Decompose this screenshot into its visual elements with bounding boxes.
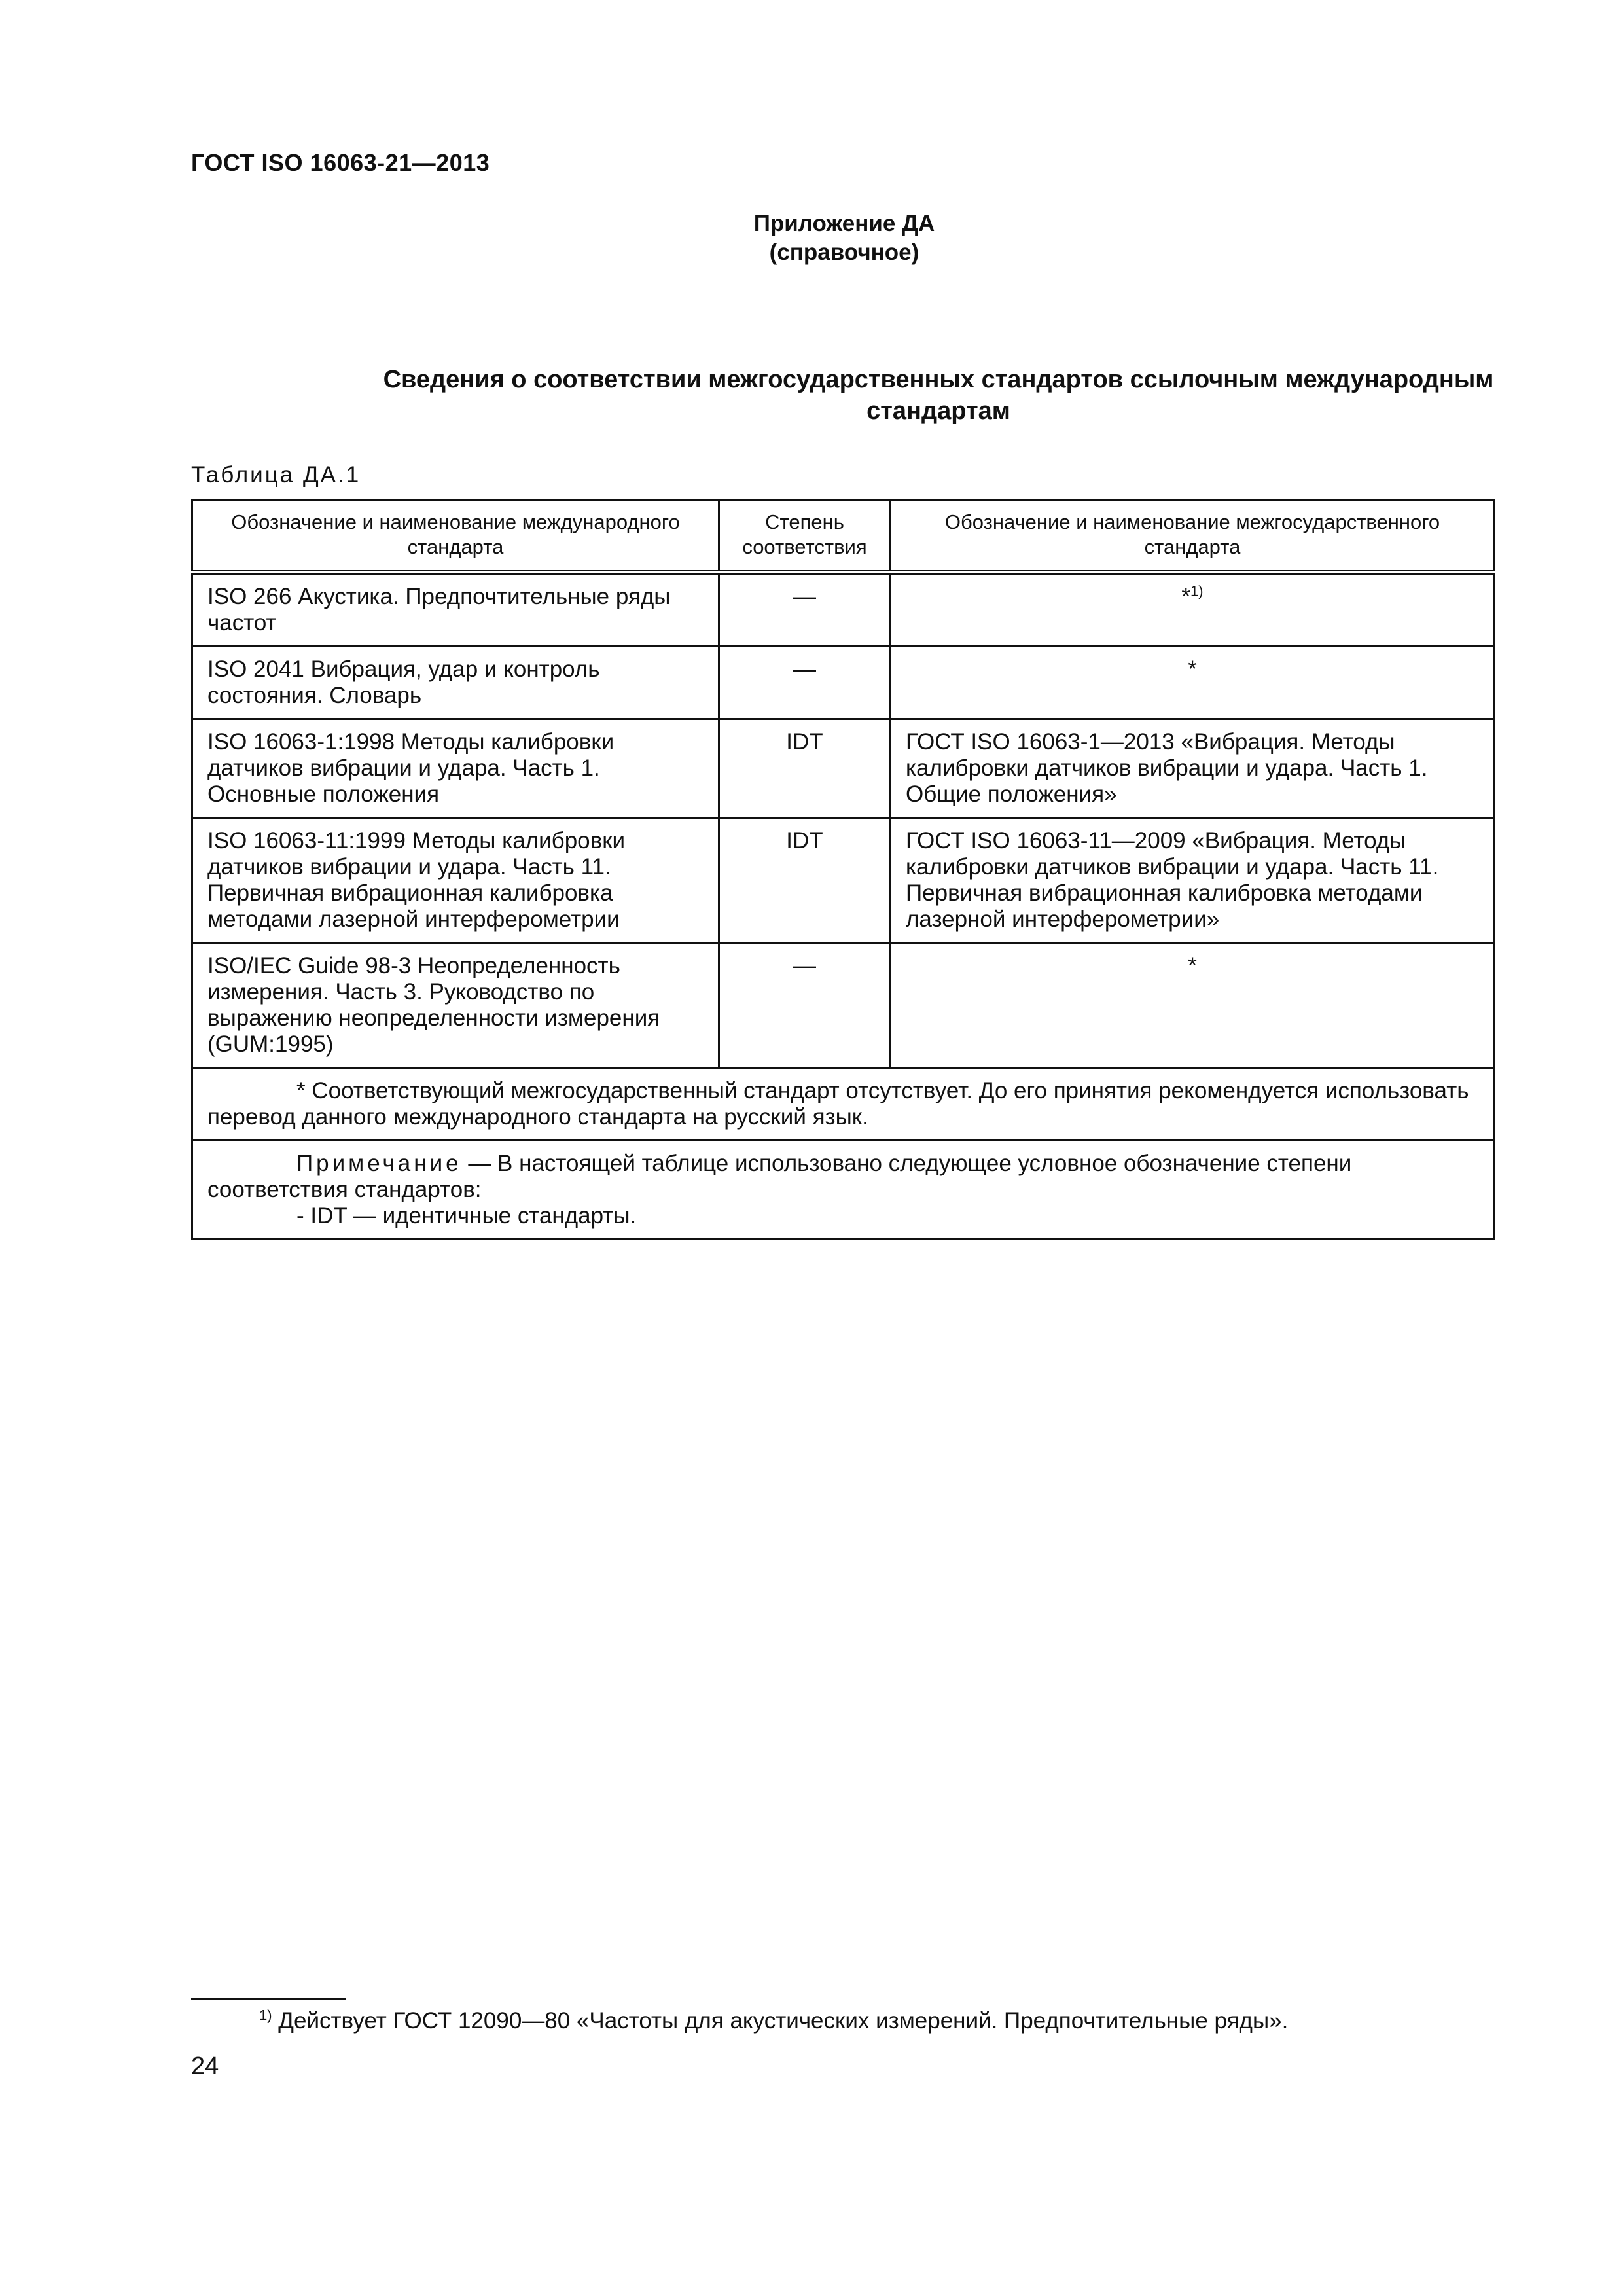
note-item: - IDT — идентичные стандарты.: [296, 1203, 637, 1229]
cell-intl-standard: ISO 16063-1:1998 Методы калибровки датчиков вибрации и удара. Часть 1. Основные положения: [192, 719, 719, 818]
cell-degree: IDT: [719, 818, 891, 943]
table-row: [192, 818, 1495, 943]
cell-intl-standard: ISO 16063-11:1999 Методы калибровки датчиков вибрации и удара. Часть 11. Первичная вибрационная калибровка методами лазерной интерферометрии: [192, 818, 719, 943]
cell-degree: IDT: [719, 719, 891, 818]
table-note-row: [192, 1141, 1495, 1240]
cell-national-standard: ГОСТ ISO 16063-11—2009 «Вибрация. Методы калибровки датчиков вибрации и удара. Часть 11. Первичная вибрационная калибровка методами лазерной интерферометрии»: [891, 818, 1495, 943]
table-note: [192, 1141, 1495, 1240]
cell-degree: —: [719, 647, 891, 719]
footnote-divider: [191, 1998, 346, 2000]
footnote-ref[interactable]: 1): [1190, 583, 1204, 600]
document-id: ГОСТ ISO 16063-21—2013: [191, 149, 490, 176]
table-caption: Таблица ДА.1: [191, 462, 361, 488]
table-row: [192, 719, 1495, 818]
note-text: — В настоящей таблице использовано следующее условное обозначение степени соответствия стандартов:: [207, 1151, 1352, 1202]
cell-intl-standard: ISO 266 Акустика. Предпочтительные ряды частот: [192, 573, 719, 647]
footnote-text: Действует ГОСТ 12090—80 «Частоты для акустических измерений. Предпочтительные ряды».: [272, 2008, 1289, 2034]
cell-degree: —: [719, 573, 891, 647]
cell-national-standard: ГОСТ ISO 16063-1—2013 «Вибрация. Методы калибровки датчиков вибрации и удара. Часть 1. Общие положения»: [891, 719, 1495, 818]
section-title: [191, 364, 1623, 427]
table-header-row: [192, 500, 1495, 573]
table-footnote-row: [192, 1068, 1495, 1141]
standards-table: [191, 499, 1495, 1240]
cell-national-standard: *: [891, 647, 1495, 719]
cell-intl-standard: ISO/IEC Guide 98-3 Неопределенность измерения. Часть 3. Руководство по выражению неопределенности измерения (GUM:1995): [192, 943, 719, 1068]
appendix-subtitle: (справочное): [769, 240, 919, 265]
section-title-line-1: Сведения о соответствии межгосударственных стандартов ссылочным международным: [383, 366, 1494, 393]
section-title-line-2: стандартам: [866, 397, 1010, 425]
note-label: Примечание: [296, 1151, 462, 1176]
table-row: [192, 943, 1495, 1068]
cell-intl-standard: ISO 2041 Вибрация, удар и контроль состояния. Словарь: [192, 647, 719, 719]
header-intl-standard: Обозначение и наименование международного стандарта: [192, 500, 719, 573]
cell-national-standard: *: [891, 943, 1495, 1068]
table-row: [192, 573, 1495, 647]
page-footnote: [259, 2005, 1288, 2037]
appendix-heading: [0, 209, 1623, 267]
cell-national-standard: [891, 573, 1495, 647]
appendix-title: Приложение ДА: [753, 211, 935, 236]
footnote-mark: 1): [259, 2007, 272, 2024]
header-national-standard: Обозначение и наименование межгосударственного стандарта: [891, 500, 1495, 573]
header-degree: Степень соответствия: [719, 500, 891, 573]
cell-degree: —: [719, 943, 891, 1068]
page-number: 24: [191, 2053, 219, 2080]
star-footnote-text: * Соответствующий межгосударственный стандарт отсутствует. До его принятия рекомендуется использовать перевод данного международного стандарта на русский язык.: [207, 1078, 1469, 1130]
star-footnote: [192, 1068, 1495, 1141]
table-row: [192, 647, 1495, 719]
asterisk-mark: *: [1181, 584, 1191, 609]
